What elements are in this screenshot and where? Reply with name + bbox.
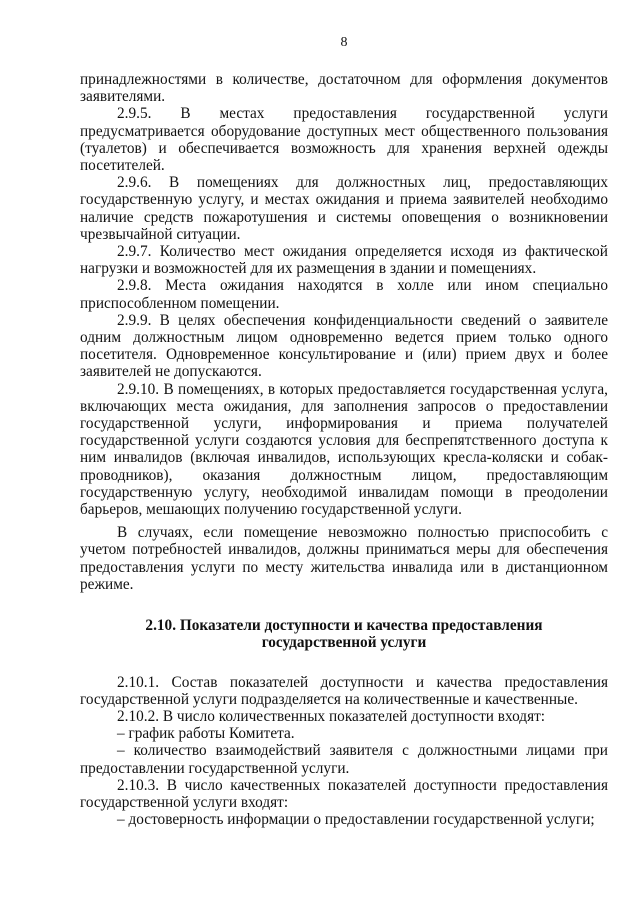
document-body bbox=[80, 71, 608, 828]
dash-item-reliability: – достоверность информации о предоставлении государственной услуги; bbox=[117, 811, 595, 829]
dash-item-schedule: – график работы Комитета. bbox=[117, 725, 295, 743]
paragraph-2-9-6: 2.9.6. В помещениях для должностных лиц, предоставляющих государственную услугу, и местах ожидания и приема заявителей необходимо наличие средств пожаротушения и системы оповещения о возникновении чрезвычайной ситуации. bbox=[80, 174, 608, 243]
document-page bbox=[80, 0, 608, 905]
section-heading-2-10 bbox=[80, 617, 608, 651]
paragraph-2-9-9: 2.9.9. В целях обеспечения конфиденциальности сведений о заявителе одним должностным лицом одновременно ведется прием только одного посетителя. Одновременное консультирование и (или) прием двух и более заявителей не допускаются. bbox=[80, 311, 608, 381]
page-number: 8 bbox=[340, 35, 348, 50]
paragraph-2-9-8: 2.9.8. Места ожидания находятся в холле или ином специально приспособленном помещении. bbox=[80, 277, 608, 312]
paragraph-cases: В случаях, если помещение невозможно полностью приспособить с учетом потребностей инвалидов, должны приниматься меры для обеспечения предоставления услуги по месту жительства инвалида или в дистанционном режиме. bbox=[80, 524, 608, 593]
paragraph-2-9-7: 2.9.7. Количество мест ожидания определяется исходя из фактической нагрузки и возможностей для их размещения в здании и помещениях. bbox=[80, 243, 608, 278]
paragraph-2-10-3: 2.10.3. В число качественных показателей доступности предоставления государственной услуги входят: bbox=[80, 776, 608, 811]
dash-item-interactions: – количество взаимодействий заявителя с должностными лицами при предоставлении государственной услуги. bbox=[80, 742, 608, 777]
paragraph-continuation: принадлежностями в количестве, достаточном для оформления документов заявителями. bbox=[80, 71, 608, 106]
paragraph-2-10-2: 2.10.2. В число количественных показателей доступности входят: bbox=[117, 707, 546, 725]
section-heading-line-1: 2.10. Показатели доступности и качества предоставления bbox=[145, 617, 543, 635]
paragraph-2-10-1: 2.10.1. Состав показателей доступности и качества предоставления государственной услуги подразделяется на количественные и качественные. bbox=[80, 673, 608, 708]
paragraph-2-9-5: 2.9.5. В местах предоставления государственной услуги предусматривается оборудование доступных мест общественного пользования (туалетов) и обеспечивается возможность для хранения верхней одежды посетителей. bbox=[80, 105, 608, 175]
paragraph-2-9-10: 2.9.10. В помещениях, в которых предоставляется государственная услуга, включающих места ожидания, для заполнения запросов о предоставлении государственной услуги, информирования и приема получателей государственной услуги создаются условия для беспрепятственного доступа к ним инвалидов (включая инвалидов, использующих кресла-коляски и собак-проводников), оказания должностным лицом, предоставляющим государственную услугу, необходимой инвалидам помощи в преодолении барьеров, мешающих получению государственной услуги. bbox=[80, 380, 608, 519]
section-heading-line-2: государственной услуги bbox=[261, 634, 427, 652]
